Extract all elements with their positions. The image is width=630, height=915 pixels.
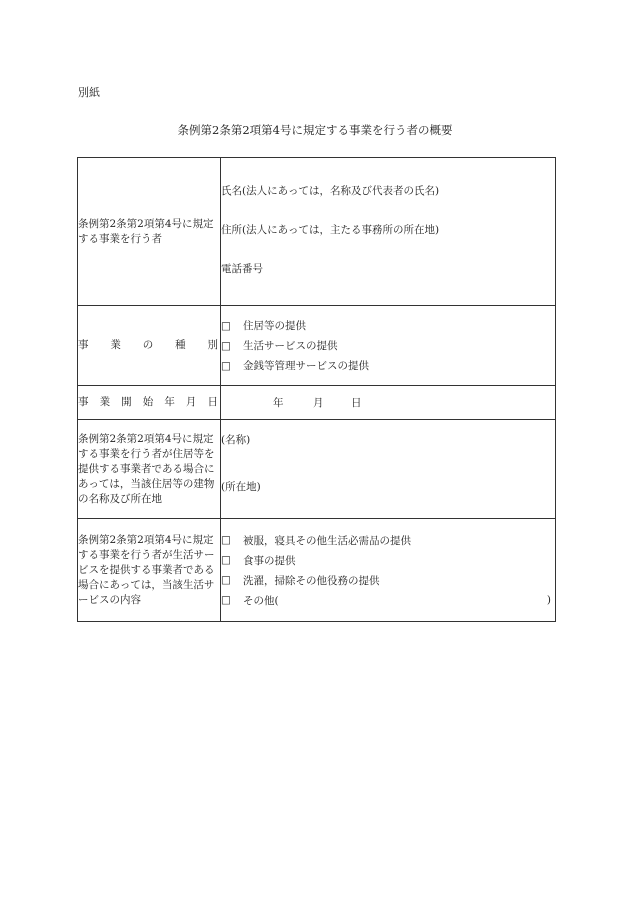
- start-date-row: [78, 386, 556, 420]
- label-char: 別: [207, 339, 218, 351]
- checkbox[interactable]: □: [221, 534, 231, 546]
- label-char: 業: [99, 396, 111, 408]
- business-type-row: [78, 306, 556, 386]
- option-label: 金銭等管理サービスの提供: [243, 360, 369, 372]
- housing-building-row: [78, 420, 556, 519]
- checkbox[interactable]: □: [221, 359, 231, 372]
- label-char: の: [142, 339, 154, 351]
- option-laundry-cleaning[interactable]: [221, 573, 555, 588]
- living-service-row: [78, 519, 556, 622]
- label-char: 業: [110, 339, 121, 351]
- option-meals[interactable]: [221, 553, 555, 568]
- phone-field[interactable]: 電話番号: [221, 262, 263, 275]
- annex-label: 別紙: [78, 86, 100, 99]
- building-location-field[interactable]: (所在地): [221, 481, 261, 493]
- option-label: 被服，寝具その他生活必需品の提供: [243, 534, 411, 547]
- option-necessities[interactable]: [221, 533, 555, 548]
- operator-row: [78, 158, 556, 306]
- start-date-label: [78, 386, 221, 420]
- living-service-label: 条例第2条第2項第4号に規定する事業を行う者が生活サービスを提供する事業者である場合にあっては，当該生活サービスの内容: [78, 519, 221, 622]
- address-field[interactable]: 住所(法人にあっては，主たる事務所の所在地): [221, 223, 440, 236]
- month-label: 月: [313, 397, 324, 409]
- option-label: 食事の提供: [243, 554, 296, 567]
- business-type-options: [221, 306, 556, 386]
- option-label: 住居等の提供: [243, 320, 306, 332]
- label-char: 月: [185, 396, 197, 408]
- overview-form-table: [77, 157, 556, 622]
- option-label: 生活サービスの提供: [243, 340, 338, 352]
- label-char: 事: [78, 339, 89, 351]
- housing-building-fields: [221, 420, 556, 519]
- label-char: 年: [164, 396, 175, 408]
- option-other[interactable]: [221, 593, 555, 608]
- label-char: 始: [142, 396, 154, 408]
- option-housing[interactable]: [221, 318, 555, 333]
- year-label: 年: [273, 397, 284, 409]
- checkbox[interactable]: □: [221, 574, 231, 586]
- checkbox[interactable]: □: [221, 594, 231, 606]
- checkbox[interactable]: □: [221, 339, 231, 352]
- option-living-service[interactable]: [221, 338, 555, 353]
- label-char: 種: [175, 339, 186, 351]
- name-field[interactable]: 氏名(法人にあっては，名称及び代表者の氏名): [221, 184, 440, 197]
- option-label: 洗濯，掃除その他役務の提供: [243, 574, 380, 587]
- start-date-field[interactable]: [221, 386, 556, 420]
- building-name-field[interactable]: (名称): [221, 434, 251, 446]
- document-title: 条例第2条第2項第4号に規定する事業を行う者の概要: [177, 123, 453, 137]
- business-type-label: [78, 306, 221, 386]
- checkbox[interactable]: □: [221, 319, 231, 332]
- option-money-management[interactable]: [221, 358, 555, 373]
- label-char: 開: [121, 396, 132, 408]
- living-service-options: [221, 519, 556, 622]
- label-char: 日: [207, 396, 218, 408]
- option-label: その他(: [243, 594, 279, 607]
- housing-building-label: 条例第2条第2項第4号に規定する事業を行う者が住居等を提供する事業者である場合にあっては，当該住居等の建物の名称及び所在地: [78, 420, 221, 519]
- day-label: 日: [351, 397, 362, 409]
- checkbox[interactable]: □: [221, 554, 231, 566]
- operator-fields: [221, 158, 556, 306]
- operator-label: 条例第2条第2項第4号に規定する事業を行う者: [78, 158, 221, 306]
- other-close-paren: ): [546, 594, 551, 606]
- label-char: 事: [78, 396, 89, 408]
